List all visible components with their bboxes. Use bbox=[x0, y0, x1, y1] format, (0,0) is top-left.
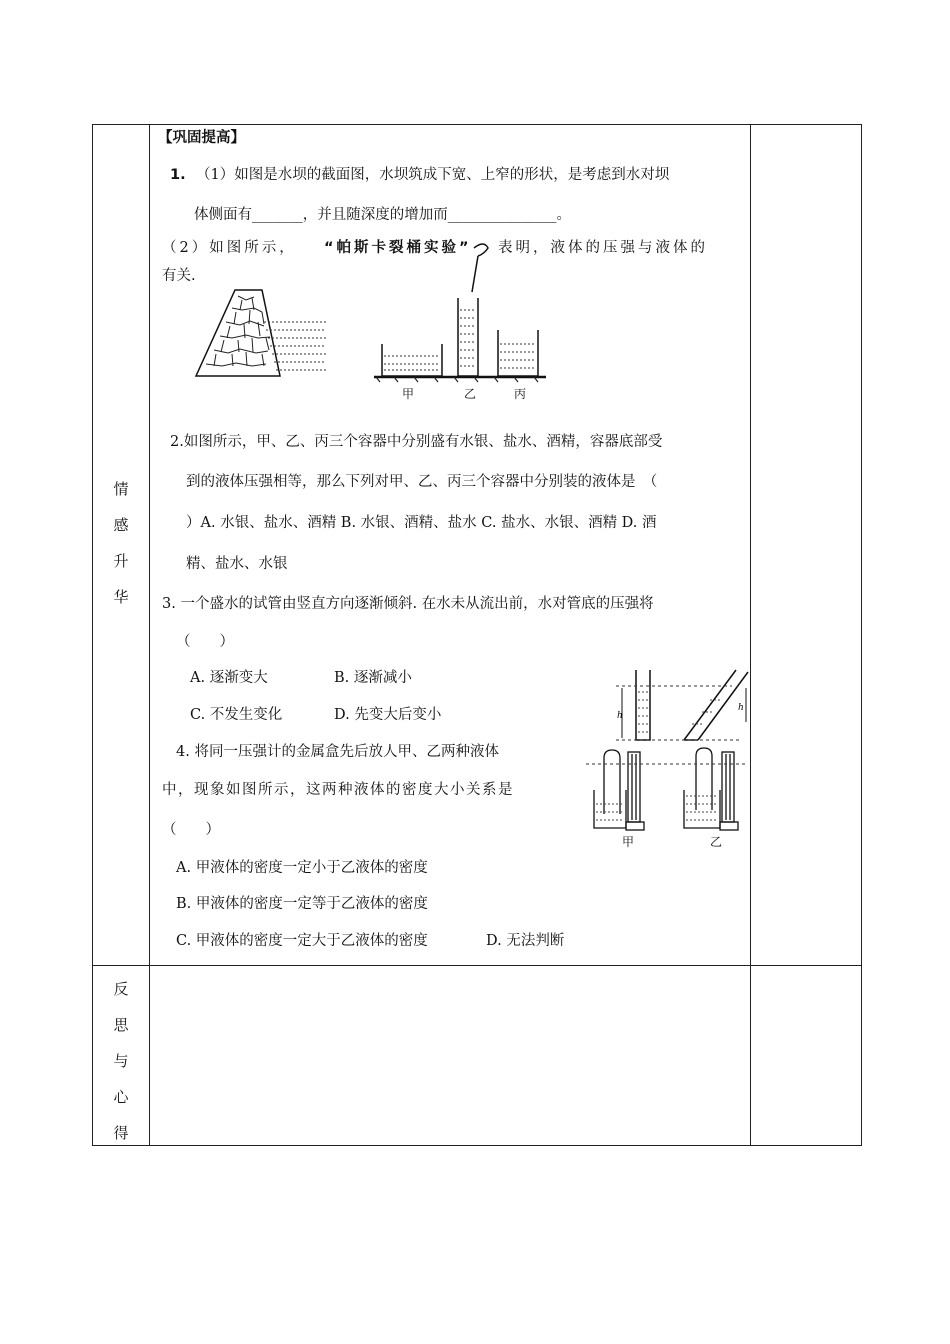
pressure-gauge-figure bbox=[586, 744, 748, 836]
q4-option-d: D. 无法判断 bbox=[486, 933, 565, 949]
q4-option-b: B. 甲液体的密度一定等于乙液体的密度 bbox=[176, 896, 428, 912]
fig1-label-yi: 乙 bbox=[464, 387, 477, 401]
q1-line3-c: 表明，液体的压强与液体的 bbox=[498, 240, 708, 256]
q1-line3-b: “帕斯卡裂桶实验” bbox=[324, 240, 472, 256]
row-divider bbox=[93, 965, 861, 966]
fig3-label-h: h bbox=[617, 711, 623, 721]
q1-line1: （1）如图是水坝的截面图，水坝筑成下宽、上窄的形状，是考虑到水对坝 bbox=[196, 167, 670, 183]
q4-line2: 中，现象如图所示，这两种液体的密度大小关系是 bbox=[162, 782, 514, 798]
q4-line1: 4. 将同一压强计的金属盒先后放人甲、乙两种液体 bbox=[176, 744, 499, 760]
column-divider bbox=[750, 125, 751, 1145]
fig4-label-yi: 乙 bbox=[710, 835, 723, 849]
q1-number: 1. bbox=[170, 167, 186, 183]
q3-option-b: B. 逐渐减小 bbox=[334, 670, 412, 686]
column-divider bbox=[149, 125, 150, 1145]
q2-line4: 精、盐水、水银 bbox=[186, 556, 288, 572]
q3-line2: （ ） bbox=[176, 634, 234, 650]
section-label-emotion: 情 感 升 华 bbox=[113, 480, 129, 606]
q3-option-d: D. 先变大后变小 bbox=[334, 707, 442, 723]
fig1-label-jia: 甲 bbox=[402, 387, 415, 401]
q3-line1: 3. 一个盛水的试管由竖直方向逐渐倾斜. 在水未从流出前，水对管底的压强将 bbox=[162, 596, 654, 612]
q2-line3: ）A. 水银、盐水、酒精 B. 水银、酒精、盐水 C. 盐水、水银、酒精 D. 酒 bbox=[186, 515, 657, 531]
q1-line3-a: （2）如图所示， bbox=[162, 240, 297, 256]
q2-line2: 到的液体压强相等，那么下列对甲、乙、丙三个容器中分别装的液体是 （ bbox=[186, 474, 658, 490]
q1-line4: 有关. bbox=[162, 268, 196, 284]
section-heading: 【巩固提高】 bbox=[158, 130, 245, 146]
dam-cross-section-figure bbox=[190, 282, 330, 382]
three-containers-figure bbox=[374, 238, 554, 384]
test-tube-figure bbox=[612, 662, 752, 744]
q3-option-c: C. 不发生变化 bbox=[190, 707, 283, 723]
q2-line1: 2.如图所示，甲、乙、丙三个容器中分别盛有水银、盐水、酒精，容器底部受 bbox=[170, 434, 663, 450]
fig4-label-jia: 甲 bbox=[622, 835, 635, 849]
section-label-reflection: 反 思 与 心 得 bbox=[113, 980, 129, 1142]
fig1-label-bing: 丙 bbox=[514, 387, 527, 401]
q1-line2: 体侧面有_______，并且随深度的增加而_______________。 bbox=[194, 207, 571, 223]
q3-option-a: A. 逐渐变大 bbox=[190, 670, 268, 686]
q4-option-a: A. 甲液体的密度一定小于乙液体的密度 bbox=[176, 860, 428, 876]
q4-option-c: C. 甲液体的密度一定大于乙液体的密度 bbox=[176, 933, 428, 949]
q4-line3: （ ） bbox=[162, 822, 220, 838]
fig3-label-h2: h bbox=[738, 703, 744, 713]
